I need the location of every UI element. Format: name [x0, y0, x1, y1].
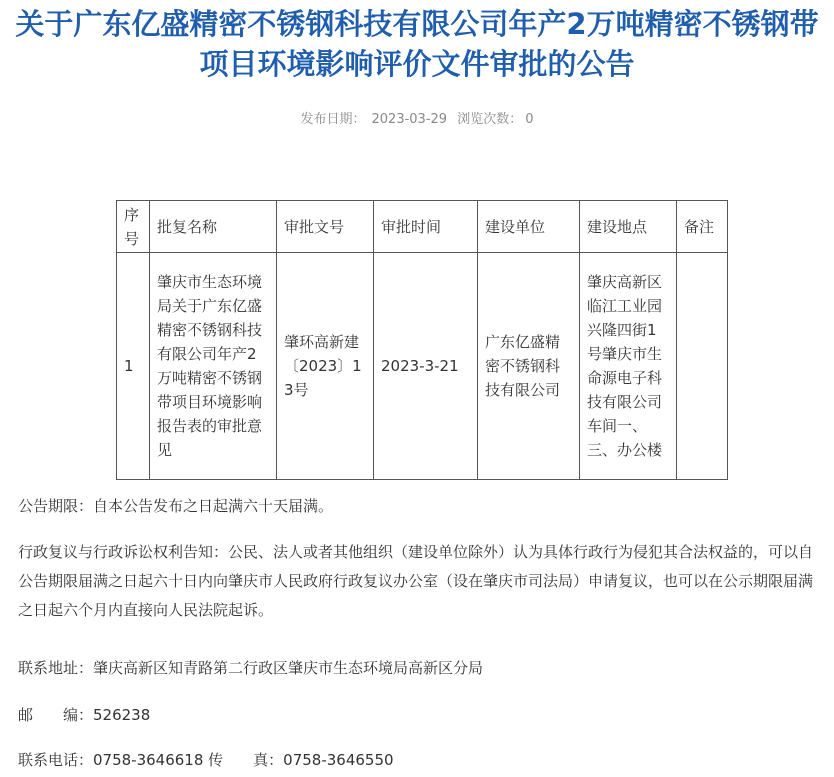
publish-date: 2023-03-29 [371, 112, 448, 127]
table-header-row [117, 201, 728, 253]
col-header-approval-date: 审批时间 [374, 201, 478, 253]
cell-approval-name: 肇庆市生态环境局关于广东亿盛精密不锈钢科技有限公司年产2万吨精密不锈钢带项目环境影响报告表的审批意见 [150, 253, 277, 480]
col-header-remarks: 备注 [677, 201, 728, 253]
table-row [117, 253, 728, 480]
notice-period: 公告期限：自本公告发布之日起满六十天届满。 [18, 497, 334, 515]
cell-construction-unit: 广东亿盛精密不锈钢科技有限公司 [478, 253, 580, 480]
rights-notice: 行政复议与行政诉讼权利告知：公民、法人或者其他组织（建设单位除外）认为具体行政行为侵犯其合法权益的，可以自公告期限届满之日起六十日内向肇庆市人民政府行政复议办公室（设在肇庆市司法局）申请复议，也可以在公示期限届满之日起六个月内直接向人民法院起诉。 [18, 543, 814, 619]
cell-approval-date: 2023-3-21 [374, 253, 478, 480]
cell-remarks [677, 253, 728, 480]
view-count: 0 [525, 112, 534, 127]
view-count-label: 浏览次数： [457, 112, 523, 127]
col-header-construction-unit: 建设单位 [478, 201, 580, 253]
publish-date-label: 发布日期： [300, 112, 366, 127]
page-title: 关于广东亿盛精密不锈钢科技有限公司年产2万吨精密不锈钢带项目环境影响评价文件审批的公告 [15, 7, 819, 81]
contact-phone-fax: 联系电话：0758-3646618 传 真：0758-3646550 [18, 751, 394, 769]
cell-index: 1 [117, 253, 150, 480]
cell-approval-number: 肇环高新建〔2023〕13号 [277, 253, 374, 480]
contact-address: 联系地址：肇庆高新区知青路第二行政区肇庆市生态环境局高新区分局 [18, 659, 484, 677]
cell-construction-site: 肇庆高新区临江工业园兴隆四街1号肇庆市生命源电子科技有限公司车间一、三、办公楼 [580, 253, 677, 480]
col-header-construction-site: 建设地点 [580, 201, 677, 253]
postcode: 邮 编：526238 [18, 706, 151, 724]
article-meta [0, 111, 834, 129]
col-header-index: 序号 [117, 201, 150, 253]
col-header-approval-number: 审批文号 [277, 201, 374, 253]
approval-table [116, 200, 728, 480]
col-header-approval-name: 批复名称 [150, 201, 277, 253]
